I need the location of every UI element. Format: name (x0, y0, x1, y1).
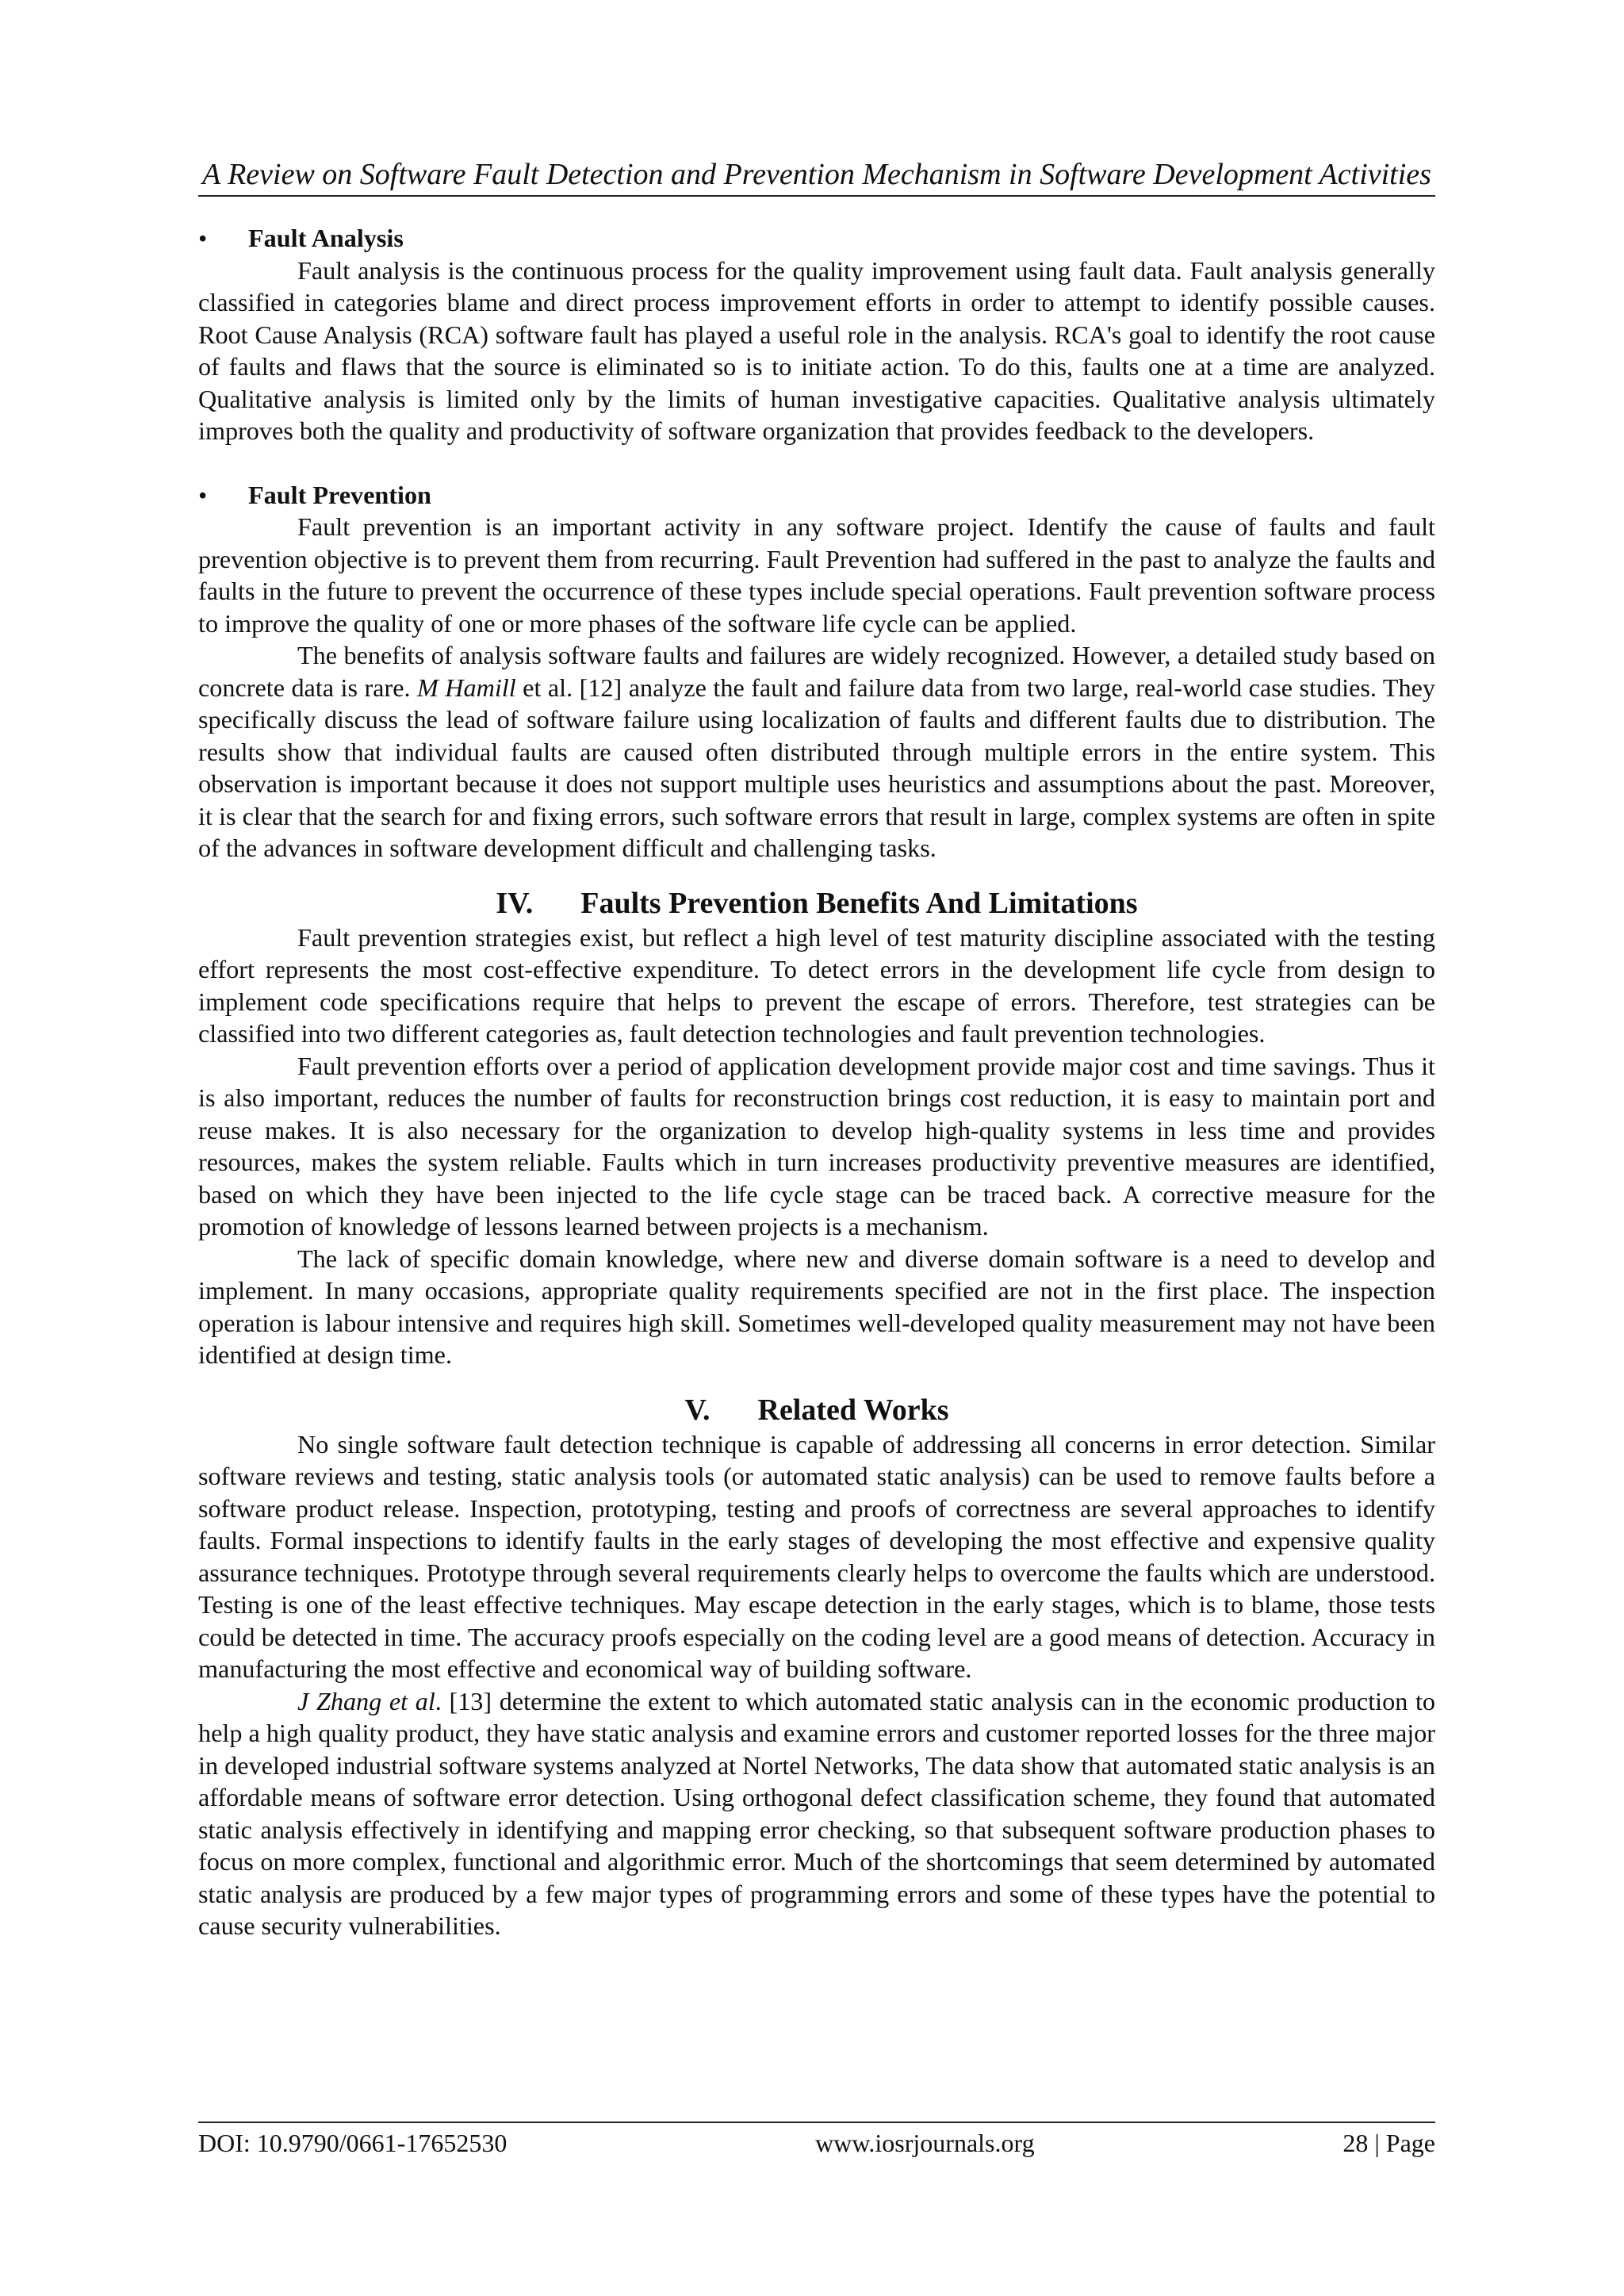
section-gap (198, 447, 1435, 479)
footer-website: www.iosrjournals.org (815, 2129, 1035, 2157)
section-iv-paragraph-3: The lack of specific domain knowledge, where new and diverse domain software is a need to develop and implement. In many occasions, appropriate quality requirements specified are not in the first place. The inspection operation is labour intensive and requires high skill. Sometimes well-developed quality measurement may not have been identified at design time. (198, 1244, 1435, 1369)
section-iv-paragraph-1: Fault prevention strategies exist, but reflect a high level of test maturity discipline associated with the testing effort represents the most cost-effective expenditure. To detect errors in the development life cycle from design to implement code specifications require that helps to prevent the escape of errors. Therefore, test strategies can be classified into two different categories as, fault detection technologies and fault prevention technologies. (198, 922, 1435, 1048)
section-title: Related Works (757, 1393, 949, 1427)
section-number: IV. (496, 886, 534, 920)
fault-prevention-heading (198, 479, 1435, 512)
fault-analysis-title: Fault Analysis (248, 224, 404, 252)
section-v-paragraph-1: No single software fault detection technique is capable of addressing all concerns in error detection. Similar software reviews and testing, static analysis tools (or automated static analysis) can be used to remove faults before a software product release. Inspection, prototyping, testing and proofs of correctness are several approaches to identify faults. Formal inspections to identify faults in the early stages of developing the most effective and expensive quality assurance techniques. Prototype through several requirements clearly helps to overcome the faults which are understood. Testing is one of the least effective techniques. May escape detection in the early stages, which is to blame, those tests could be detected in time. The accuracy proofs especially on the coding level are a good means of detection. Accuracy in manufacturing the most effective and economical way of building software. (198, 1429, 1435, 1683)
fault-prevention-title: Fault Prevention (248, 480, 431, 509)
fault-analysis-heading (198, 222, 1435, 255)
footer-rule (198, 2122, 1435, 2123)
paragraph-text: . [13] determine the extent to which automated static analysis can in the economic production to help a high quality product, they have static analysis and examine errors and customer reported losses for the three major in developed industrial software systems analyzed at Nortel Networks, The data show that automated static analysis is an affordable means of software error detection. Using orthogonal defect classification scheme, they found that automated static analysis effectively in identifying and mapping error checking, so that subsequent software production phases to focus on more complex, functional and algorithmic error. Much of the shortcomings that seem determined by automated static analysis are produced by a few major types of programming errors and some of these types have the potential to cause security vulnerabilities. (198, 1686, 1435, 1940)
fault-analysis-paragraph: Fault analysis is the continuous process for the quality improvement using fault data. Fault analysis generally classified in categories blame and direct process improvement efforts in order to attempt to identify possible causes. Root Cause Analysis (RCA) software fault has played a useful role in the analysis. RCA's goal to identify the root cause of faults and flaws that the source is eliminated so is to initiate action. To do this, faults one at a time are analyzed. Qualitative analysis is limited only by the limits of human investigative capacities. Qualitative analysis ultimately improves both the quality and productivity of software organization that provides feedback to the developers. (198, 255, 1435, 445)
section-iv-paragraph-2: Fault prevention efforts over a period of application development provide major cost and time savings. Thus it is also important, reduces the number of faults for reconstruction brings cost reduction, it is easy to maintain port and reuse makes. It is also necessary for the organization to develop high-quality systems in less time and provides resources, makes the system reliable. Faults which in turn increases productivity preventive measures are identified, based on which they have been injected to the life cycle stage can be traced back. A corrective measure for the promotion of knowledge of lessons learned between projects is a mechanism. (198, 1051, 1435, 1240)
section-iv-heading (198, 885, 1435, 922)
fault-prevention-paragraph-2 (198, 639, 1435, 864)
paragraph-text: The benefits of analysis software faults and failures are widely recognized. However, a detailed study based on concrete data is rare. (198, 641, 1435, 702)
paragraph-text: et al. [12] analyze the fault and failure data from two large, real-world case studies. They specifically discuss the lead of software failure using localization of faults and different faults due to distribution. The results show that individual faults are caused often distributed through multiple errors in the entire system. This observation is important because it does not support multiple uses heuristics and assumptions about the past. Moreover, it is clear that the search for and fixing errors, such software errors that result in large, complex systems are often in spite of the advances in software development difficult and challenging tasks. (198, 673, 1436, 862)
running-header: A Review on Software Fault Detection and Prevention Mechanism in Software Development Activities (202, 158, 1431, 191)
section-number: V. (684, 1393, 710, 1427)
header-rule (198, 195, 1435, 197)
footer-page-number: 28 | Page (1342, 2129, 1435, 2157)
page-body (198, 222, 1435, 1942)
fault-prevention-paragraph-1: Fault prevention is an important activity in any software project. Identify the cause of faults and fault prevention objective is to prevent them from recurring. Fault Prevention had suffered in the past to analyze the faults and faults in the future to prevent the occurrence of these types include special operations. Fault prevention software process to improve the quality of one or more phases of the software life cycle can be applied. (198, 512, 1435, 638)
footer-doi: DOI: 10.9790/0661-17652530 (198, 2129, 508, 2157)
section-title: Faults Prevention Benefits And Limitations (580, 886, 1138, 920)
citation-author: M Hamill (417, 673, 516, 702)
section-v-paragraph-2 (198, 1685, 1435, 1942)
bullet-icon: • (198, 480, 208, 509)
section-v-heading (198, 1392, 1435, 1428)
citation-author: J Zhang et al (297, 1686, 435, 1715)
page-footer (198, 2127, 1435, 2159)
bullet-icon: • (198, 224, 208, 252)
